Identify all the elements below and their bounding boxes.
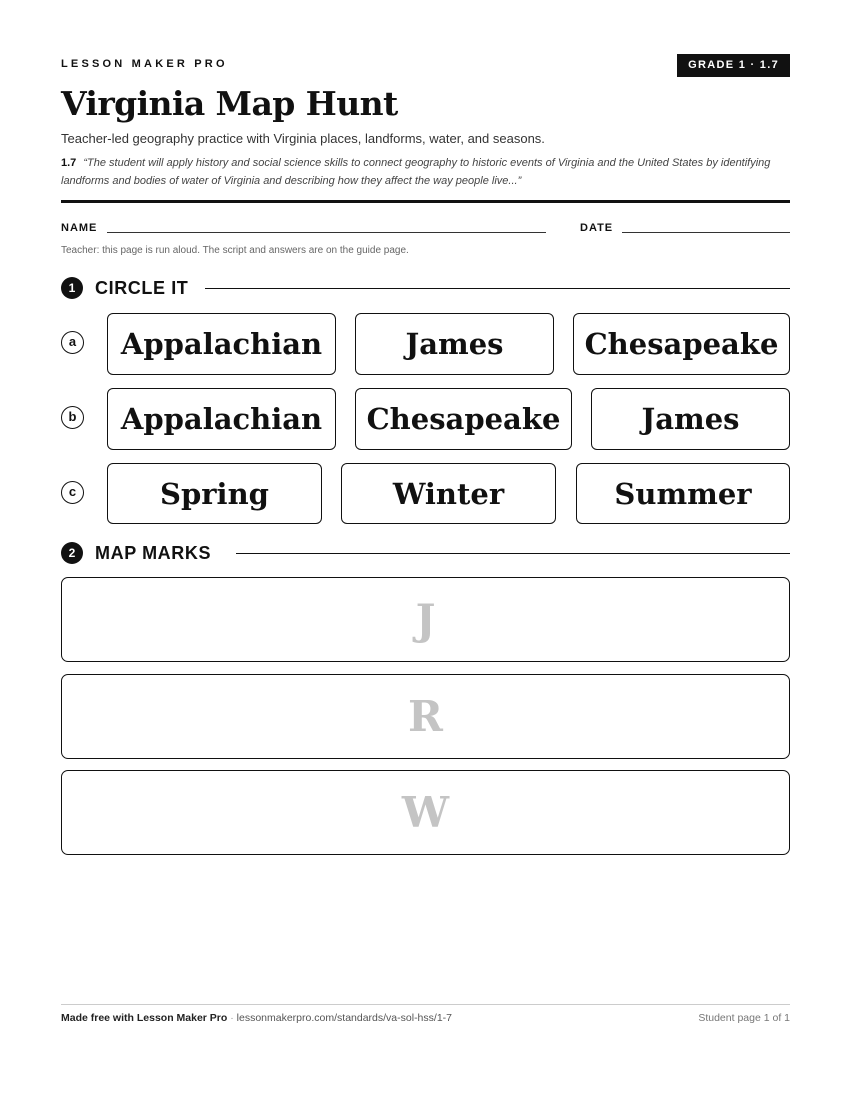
footer-maker: Made free with Lesson Maker Pro — [61, 1012, 228, 1024]
word-choice-a-1[interactable]: Appalachian — [107, 313, 336, 375]
page-indicator: Student page 1 of 1 — [698, 1012, 790, 1024]
header-divider — [61, 200, 790, 203]
map-mark-box-3[interactable] — [61, 770, 790, 855]
word-choice-b-3[interactable]: James — [591, 388, 790, 450]
row-letter-b: b — [61, 406, 84, 429]
section-divider — [236, 553, 790, 554]
word-choice-c-2[interactable]: Winter — [341, 463, 556, 524]
word-choice-a-2[interactable]: James — [355, 313, 554, 375]
row-letter-c: c — [61, 481, 84, 504]
section-divider — [205, 288, 790, 289]
teacher-note: Teacher: this page is run aloud. The script and answers are on the guide page. — [61, 245, 409, 256]
map-mark-box-1[interactable] — [61, 577, 790, 662]
section-circle-it-header — [61, 277, 790, 299]
brand-name: LESSON MAKER PRO — [61, 58, 228, 70]
word-choice-a-3[interactable]: Chesapeake — [573, 313, 790, 375]
section-number-badge: 1 — [61, 277, 83, 299]
section-map-marks-header — [61, 542, 790, 564]
name-field[interactable] — [107, 232, 546, 233]
map-mark-letter: W — [401, 788, 450, 837]
date-field[interactable] — [622, 232, 790, 233]
worksheet-page — [61, 0, 790, 1100]
section-number-badge: 2 — [61, 542, 83, 564]
page-title: Virginia Map Hunt — [61, 84, 398, 123]
map-mark-box-2[interactable] — [61, 674, 790, 759]
standard-code: 1.7 — [61, 157, 77, 169]
standard-text: “The student will apply history and social science skills to connect geography to historic events of Virginia and the United States by identifying landforms and bodies of water of Virginia and describing how they affect the way people live...” — [61, 157, 771, 187]
grade-badge: GRADE 1 · 1.7 — [677, 54, 790, 77]
footer-credit — [61, 1012, 452, 1024]
map-mark-letter: R — [408, 692, 443, 741]
map-mark-letter: J — [415, 595, 436, 644]
word-choice-c-1[interactable]: Spring — [107, 463, 322, 524]
date-label: DATE — [580, 222, 614, 234]
word-choice-b-2[interactable]: Chesapeake — [355, 388, 572, 450]
row-letter-a: a — [61, 331, 84, 354]
section-title: CIRCLE IT — [95, 278, 189, 298]
word-choice-c-3[interactable]: Summer — [576, 463, 790, 524]
word-choice-b-1[interactable]: Appalachian — [107, 388, 336, 450]
standard-description — [61, 155, 790, 190]
footer-url[interactable]: lessonmakerpro.com/standards/va-sol-hss/1-7 — [236, 1012, 452, 1024]
section-title: MAP MARKS — [95, 543, 212, 563]
footer-separator: · — [230, 1012, 234, 1024]
footer-divider — [61, 1004, 790, 1005]
page-subtitle: Teacher-led geography practice with Virginia places, landforms, water, and seasons. — [61, 131, 545, 146]
name-label: NAME — [61, 222, 98, 234]
